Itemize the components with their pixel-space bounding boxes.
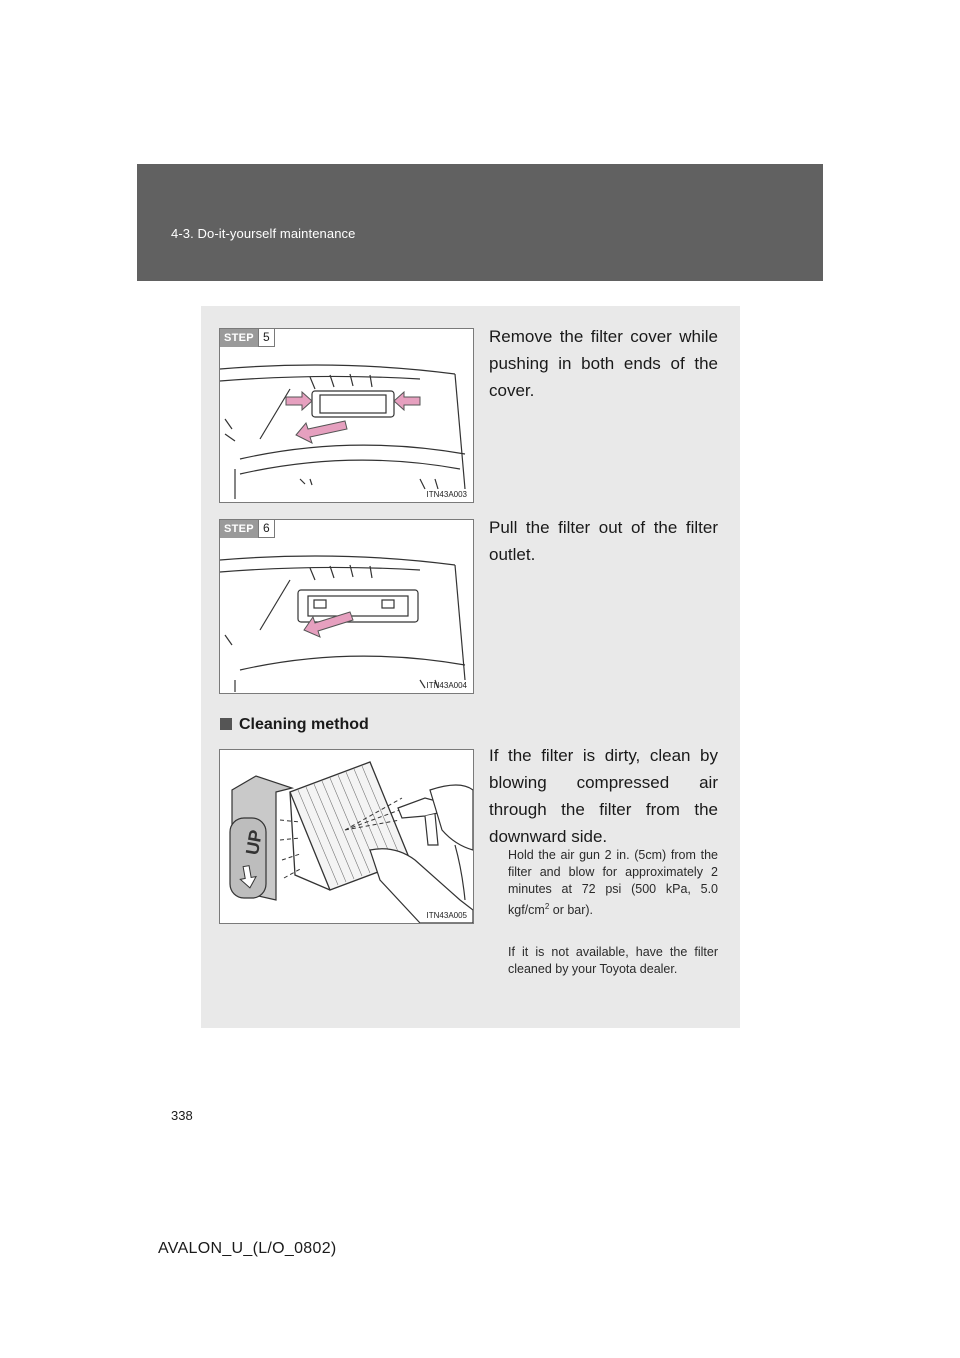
figure-code: ITN43A003 xyxy=(426,490,467,499)
step-6-figure xyxy=(219,519,474,694)
cleaning-text: If the filter is dirty, clean by blowing compressed air through the filter from the downward side. xyxy=(489,746,718,846)
dealer-note: If it is not available, have the filter cleaned by your Toyota dealer. xyxy=(508,945,718,976)
step-5-text: Remove the filter cover while pushing in both ends of the cover. xyxy=(489,327,718,400)
square-bullet-icon xyxy=(220,718,232,730)
step-5-figure xyxy=(219,328,474,503)
step-number: 6 xyxy=(258,520,275,538)
step-label: STEP xyxy=(220,329,258,347)
filter-removal-illustration xyxy=(220,520,473,693)
step-6-badge xyxy=(220,520,275,538)
note-superscript: 2 xyxy=(544,902,550,911)
step-6-text: Pull the filter out of the filter outlet. xyxy=(489,518,718,564)
figure-code: ITN43A004 xyxy=(426,681,467,690)
cleaning-figure xyxy=(219,749,474,924)
up-label: UP xyxy=(241,828,267,857)
note-text: Hold the air gun 2 in. (5cm) from the filter and blow for approximately 2 minutes at 72 psi (500 kPa, 5.0 kgf/cm xyxy=(508,848,718,918)
step-label: STEP xyxy=(220,520,258,538)
filter-cover-illustration xyxy=(220,329,473,502)
heading-text: Cleaning method xyxy=(239,716,369,733)
header-band xyxy=(137,164,823,281)
page-number: 338 xyxy=(171,1108,193,1123)
note-text-end: or bar). xyxy=(549,903,594,918)
figure-code: ITN43A005 xyxy=(426,911,467,920)
document-code: AVALON_U_(L/O_0802) xyxy=(158,1240,337,1257)
step-5-badge xyxy=(220,329,275,347)
cleaning-method-heading xyxy=(220,716,369,734)
air-gun-note xyxy=(508,847,718,919)
section-title: 4-3. Do-it-yourself maintenance xyxy=(171,226,356,241)
step-number: 5 xyxy=(258,329,275,347)
